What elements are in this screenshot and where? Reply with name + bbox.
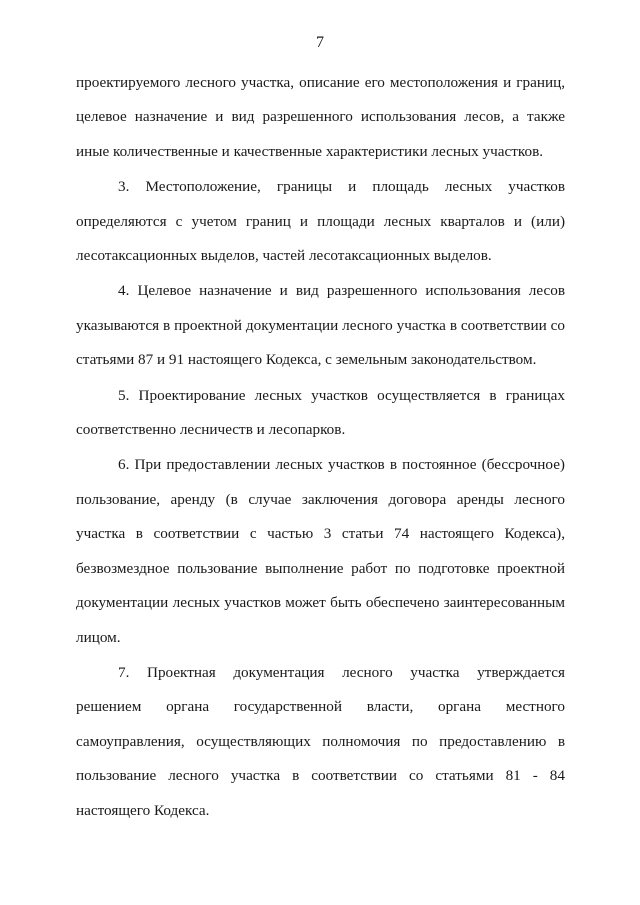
paragraph-7: 7. Проектная документация лесного участка утверждается решением органа государственной власти, органа местного самоуправления, осуществляющих полномочия по предоставлению в пользование лесного участка в соответствии со статьями 81 - 84 настоящего Кодекса. <box>76 663 565 819</box>
paragraph-6: 6. При предоставлении лесных участков в постоянное (бессрочное) пользование, аренду (в случае заключения договора аренды лесного участка в соответствии с частью 3 статьи 74 настоящего Кодекса), безвозмездное пользование выполнение работ по подготовке проектной документации лесных участков может быть обеспечено заинтересованным лицом. <box>76 456 565 646</box>
paragraph-3: 3. Местоположение, границы и площадь лесных участков определяются с учетом границ и площади лесных кварталов и (или) лесотаксационных выделов, частей лесотаксационных выделов. <box>76 178 565 265</box>
paragraph-5: 5. Проектирование лесных участков осуществляется в границах соответственно лесничеств и лесопарков. <box>76 386 565 439</box>
page-number: 7 <box>316 34 324 51</box>
paragraph-continuation: проектируемого лесного участка, описание его местоположения и границ, целевое назначение и вид разрешенного использования лесов, а также иные количественные и качественные характеристики лесных участков. <box>76 74 565 160</box>
document-body <box>76 66 565 828</box>
paragraph-4: 4. Целевое назначение и вид разрешенного использования лесов указываются в проектной документации лесного участка в соответствии со статьями 87 и 91 настоящего Кодекса, с земельным законодательством. <box>76 282 565 369</box>
